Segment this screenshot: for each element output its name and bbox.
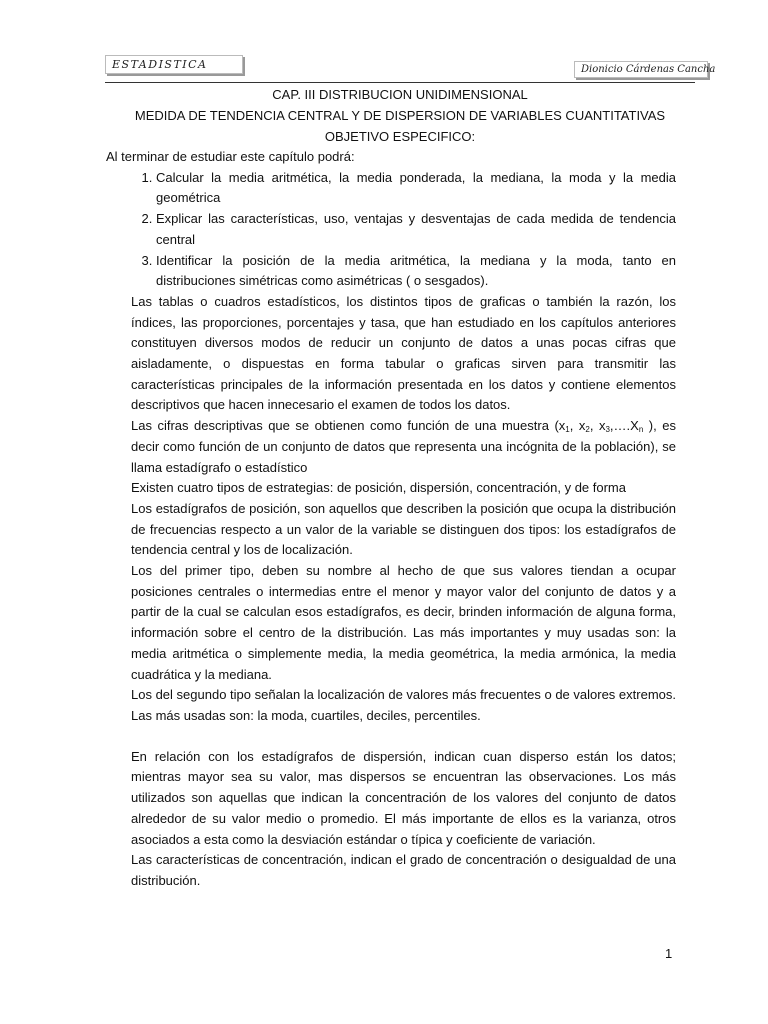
paragraph-localization: Los del segundo tipo señalan la localización de valores más frecuentes o de valores extremos. Las más usadas son: la moda, cuartiles, deciles, percentiles. — [131, 687, 676, 723]
objective-item-1: 1. Calcular la media aritmética, la media ponderada, la mediana, la moda y la media geométrica — [156, 168, 676, 209]
header-author-label: Dionicio Cárdenas Cancha — [574, 61, 708, 78]
header-rule — [105, 82, 695, 83]
objective-item-3: 3. Identificar la posición de la media aritmética, la mediana y la moda, tanto en distribuciones simétricas como asimétricas ( o sesgados). — [156, 251, 676, 292]
objective-item-2: 2. Explicar las características, uso, ventajas y desventajas de cada medida de tendencia central — [156, 209, 676, 250]
paragraph-concentration: Las características de concentración, indican el grado de concentración o desigualdad de una distribución. — [131, 852, 676, 888]
intro-text: Al terminar de estudiar este capítulo podrá: — [106, 149, 355, 164]
paragraph-descriptive-figures: Las cifras descriptivas que se obtienen como función de una muestra ($x_1$, $x_2$, $x_3,\dots.X_n$ ), es decir como función de un conjunto de datos que representa una incógnita de la población), se llama estadígrafo o estadístico — [131, 418, 676, 475]
chapter-subtitle: MEDIDA DE TENDENCIA CENTRAL Y DE DISPERSION DE VARIABLES CUANTITATIVAS — [134, 108, 666, 123]
chapter-title: CAP. III DISTRIBUCION UNIDIMENSIONAL — [272, 87, 528, 102]
paragraph-dispersion: En relación con los estadígrafos de dispersión, indican cuan disperso están los datos; mientras mayor sea su valor, mas dispersos se encuentran las observaciones. Los más utilizados son aquellas que indican la concentración de los valores del conjunto de datos alrededor de su valor medio o promedio. El más importante de ellos es la varianza, otros asociados a esta como la desviación estándar o típica y coeficiente de variación. — [131, 748, 676, 847]
paragraph-central-tendency: Los del primer tipo, deben su nombre al hecho de que sus valores tiendan a ocupar posiciones centrales o intermedias entre el menor y mayor valor del conjunto de datos y a partir de la cual se calculan esos estadígrafos, es decir, brinden información de alguna forma, información sobre el centro de la distribución. Las más importantes y muy usadas son: la media aritmética o simplemente media, la media geométrica, la media armónica, la media cuadrática y la mediana. — [131, 563, 676, 682]
document-body — [106, 147, 676, 892]
page-number: 1 — [665, 946, 673, 961]
paragraph-strategy-types: Existen cuatro tipos de estrategias: de posición, dispersión, concentración, y de forma — [131, 480, 626, 496]
header-course-label: ESTADISTICA — [105, 55, 243, 74]
paragraph-spacer — [106, 727, 676, 747]
objective-heading: OBJETIVO ESPECIFICO: — [324, 129, 476, 144]
paragraph-position-stats: Los estadígrafos de posición, son aquellos que describen la posición que ocupa la distribución de frecuencias respecto a un valor de la variable se distinguen dos tipos: los estadígrafos de tendencia central y los de localización. — [131, 500, 676, 558]
objectives-list — [106, 168, 676, 292]
paragraph-tables: Las tablas o cuadros estadísticos, los distintos tipos de graficas o también la razón, los índices, las proporciones, porcentajes y tasa, que han estudiado en los capítulos anteriores constituyen diversos modos de reducir un conjunto de datos a unas pocas cifras que aisladamente, o dispuestas en forma tabular o graficas sirven para transmitir las características principales de la información presentada en los datos y contiene elementos descriptivos que hacen innecesario el examen de todos los datos. — [131, 293, 676, 413]
